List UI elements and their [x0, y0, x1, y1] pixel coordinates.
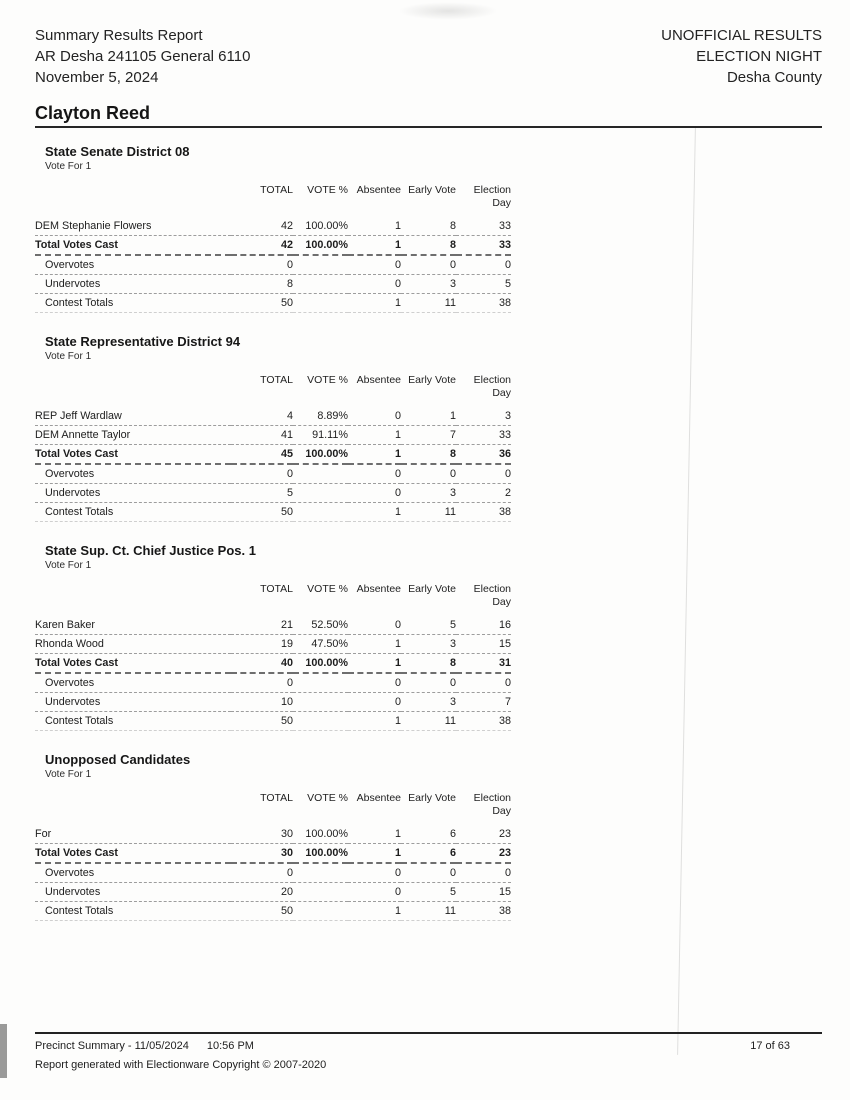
row-value: 0: [348, 883, 401, 902]
row-value: 0: [231, 863, 293, 883]
results-status: UNOFFICIAL RESULTS: [661, 27, 822, 44]
row-value: 3: [401, 484, 456, 503]
contest-title: State Representative District 94: [45, 334, 241, 349]
row-value: 1: [348, 635, 401, 654]
row-value: [293, 464, 348, 484]
table-row: [35, 445, 511, 465]
table-row: [35, 654, 511, 674]
row-value: [293, 902, 348, 921]
row-value: 11: [401, 712, 456, 731]
contest-section: [35, 543, 822, 731]
row-value: 45: [231, 445, 293, 465]
row-label: Total Votes Cast: [35, 844, 231, 864]
row-value: 33: [456, 217, 511, 236]
row-label: DEM Annette Taylor: [35, 426, 231, 445]
row-value: [293, 693, 348, 712]
report-header: [35, 25, 822, 88]
row-value: 3: [401, 275, 456, 294]
column-header: Absentee: [356, 184, 401, 196]
column-header: TOTAL: [260, 374, 293, 386]
precinct-name: Clayton Reed: [35, 103, 151, 123]
row-value: 31: [456, 654, 511, 674]
column-header: Election Day: [473, 374, 511, 399]
row-value: 1: [401, 407, 456, 426]
row-value: 16: [456, 616, 511, 635]
table-row: [35, 484, 511, 503]
row-value: 52.50%: [293, 616, 348, 635]
row-label: Overvotes: [35, 255, 231, 275]
report-date: November 5, 2024: [35, 69, 159, 86]
row-value: 8: [231, 275, 293, 294]
row-value: 7: [456, 693, 511, 712]
table-row: [35, 503, 511, 522]
row-value: 0: [401, 673, 456, 693]
column-header: VOTE %: [307, 583, 348, 595]
row-value: 47.50%: [293, 635, 348, 654]
row-value: 41: [231, 426, 293, 445]
row-value: 4: [231, 407, 293, 426]
row-value: 0: [348, 407, 401, 426]
contest-section: [35, 144, 822, 313]
row-value: 11: [401, 294, 456, 313]
row-value: 0: [456, 673, 511, 693]
row-value: 0: [456, 464, 511, 484]
report-title: Summary Results Report: [35, 27, 203, 44]
row-value: 5: [401, 616, 456, 635]
row-value: 23: [456, 825, 511, 844]
table-row: [35, 673, 511, 693]
row-label: Overvotes: [35, 863, 231, 883]
column-header: Absentee: [356, 583, 401, 595]
row-value: 50: [231, 503, 293, 522]
column-header-spacer: [35, 786, 231, 825]
column-header: TOTAL: [260, 792, 293, 804]
table-row: [35, 635, 511, 654]
row-value: 0: [231, 673, 293, 693]
column-header: Absentee: [356, 792, 401, 804]
row-value: 0: [401, 255, 456, 275]
row-value: 3: [456, 407, 511, 426]
column-header: VOTE %: [307, 792, 348, 804]
row-value: 100.00%: [293, 217, 348, 236]
row-value: 0: [348, 275, 401, 294]
row-value: 91.11%: [293, 426, 348, 445]
row-value: 50: [231, 902, 293, 921]
row-value: 33: [456, 426, 511, 445]
table-row: [35, 902, 511, 921]
row-value: 0: [348, 863, 401, 883]
vote-for-label: Vote For 1: [45, 351, 92, 362]
row-label: REP Jeff Wardlaw: [35, 407, 231, 426]
table-row: [35, 426, 511, 445]
row-label: Overvotes: [35, 464, 231, 484]
row-value: 38: [456, 294, 511, 313]
row-value: 19: [231, 635, 293, 654]
row-label: Undervotes: [35, 484, 231, 503]
report-header-left: [35, 25, 250, 88]
row-value: 21: [231, 616, 293, 635]
election-night-label: ELECTION NIGHT: [696, 48, 822, 65]
column-header-row: [35, 577, 511, 616]
row-label: Undervotes: [35, 883, 231, 902]
results-table-body: [35, 825, 511, 921]
row-value: 38: [456, 902, 511, 921]
results-table-body: [35, 616, 511, 731]
contest-section: [35, 752, 822, 921]
row-value: 1: [348, 844, 401, 864]
row-label: Total Votes Cast: [35, 236, 231, 256]
column-header-spacer: [35, 577, 231, 616]
table-row: [35, 883, 511, 902]
table-row: [35, 217, 511, 236]
row-value: 38: [456, 503, 511, 522]
row-value: 100.00%: [293, 236, 348, 256]
row-value: 0: [456, 863, 511, 883]
table-row: [35, 825, 511, 844]
table-row: [35, 464, 511, 484]
column-header-row: [35, 786, 511, 825]
table-row: [35, 255, 511, 275]
table-row: [35, 616, 511, 635]
row-value: [293, 883, 348, 902]
row-value: 8: [401, 217, 456, 236]
table-row: [35, 294, 511, 313]
row-value: [293, 712, 348, 731]
column-header-spacer: [35, 368, 231, 407]
table-row: [35, 712, 511, 731]
row-value: 1: [348, 426, 401, 445]
row-value: [293, 863, 348, 883]
table-row: [35, 407, 511, 426]
row-value: 15: [456, 883, 511, 902]
row-value: 1: [348, 902, 401, 921]
row-value: 0: [348, 255, 401, 275]
table-row: [35, 863, 511, 883]
footer-summary: [35, 1040, 254, 1052]
row-value: 23: [456, 844, 511, 864]
row-label: Overvotes: [35, 673, 231, 693]
column-header: VOTE %: [307, 374, 348, 386]
contests: [35, 144, 822, 921]
row-value: 36: [456, 445, 511, 465]
results-table: [35, 368, 511, 522]
column-header: Election Day: [473, 583, 511, 608]
results-table: [35, 577, 511, 731]
table-row: [35, 275, 511, 294]
row-label: Total Votes Cast: [35, 654, 231, 674]
row-value: 38: [456, 712, 511, 731]
column-header: TOTAL: [260, 184, 293, 196]
footer-summary-text: Precinct Summary - 11/05/2024: [35, 1040, 189, 1052]
row-value: 0: [348, 616, 401, 635]
row-value: 0: [456, 255, 511, 275]
row-label: Undervotes: [35, 275, 231, 294]
page-number: 17 of 63: [750, 1040, 790, 1052]
table-row: [35, 236, 511, 256]
row-label: Undervotes: [35, 693, 231, 712]
row-value: 0: [348, 673, 401, 693]
row-value: 100.00%: [293, 445, 348, 465]
row-value: 42: [231, 217, 293, 236]
row-value: 30: [231, 844, 293, 864]
scan-smudge-left: [0, 1024, 7, 1078]
report-header-right: [661, 25, 822, 88]
county-name: Desha County: [726, 69, 822, 86]
column-header: Early Vote: [408, 374, 456, 386]
row-value: 20: [231, 883, 293, 902]
row-value: 8: [401, 654, 456, 674]
column-header: TOTAL: [260, 583, 293, 595]
row-value: 0: [401, 863, 456, 883]
row-value: 15: [456, 635, 511, 654]
row-label: Contest Totals: [35, 294, 231, 313]
row-value: [293, 484, 348, 503]
row-value: [293, 503, 348, 522]
row-value: 100.00%: [293, 825, 348, 844]
row-label: Karen Baker: [35, 616, 231, 635]
row-label: Contest Totals: [35, 503, 231, 522]
report-subtitle: AR Desha 241105 General 6110: [35, 48, 251, 65]
results-table-body: [35, 217, 511, 313]
row-label: Contest Totals: [35, 712, 231, 731]
row-value: 1: [348, 712, 401, 731]
row-value: 100.00%: [293, 844, 348, 864]
row-value: 30: [231, 825, 293, 844]
row-label: For: [35, 825, 231, 844]
row-value: 0: [231, 255, 293, 275]
row-value: 0: [401, 464, 456, 484]
row-value: 1: [348, 236, 401, 256]
column-header: Election Day: [473, 184, 511, 209]
column-header: Absentee: [356, 374, 401, 386]
vote-for-label: Vote For 1: [45, 161, 92, 172]
row-value: 0: [231, 464, 293, 484]
row-value: 33: [456, 236, 511, 256]
table-row: [35, 693, 511, 712]
column-header: VOTE %: [307, 184, 348, 196]
column-header-row: [35, 178, 511, 217]
results-table: [35, 786, 511, 921]
row-value: 42: [231, 236, 293, 256]
row-value: [293, 255, 348, 275]
report-footer: [35, 1032, 822, 1071]
table-row: [35, 844, 511, 864]
row-label: Total Votes Cast: [35, 445, 231, 465]
row-value: 10: [231, 693, 293, 712]
vote-for-label: Vote For 1: [45, 769, 92, 780]
row-value: 8: [401, 236, 456, 256]
row-value: 3: [401, 635, 456, 654]
row-value: 2: [456, 484, 511, 503]
results-table-body: [35, 407, 511, 522]
row-value: 11: [401, 902, 456, 921]
row-value: 100.00%: [293, 654, 348, 674]
scan-smudge-top: [398, 2, 498, 20]
row-value: 0: [348, 693, 401, 712]
row-value: 11: [401, 503, 456, 522]
row-value: 5: [456, 275, 511, 294]
row-value: [293, 673, 348, 693]
contest-title: State Sup. Ct. Chief Justice Pos. 1: [45, 543, 256, 558]
row-value: 5: [401, 883, 456, 902]
row-value: 5: [231, 484, 293, 503]
vote-for-label: Vote For 1: [45, 560, 92, 571]
row-value: 8: [401, 445, 456, 465]
row-value: 8.89%: [293, 407, 348, 426]
footer-rule: [35, 1032, 822, 1034]
contest-title: Unopposed Candidates: [45, 752, 191, 767]
contest-section: [35, 334, 822, 522]
contest-title: State Senate District 08: [45, 144, 190, 159]
row-value: 1: [348, 217, 401, 236]
results-table: [35, 178, 511, 313]
row-value: 0: [348, 464, 401, 484]
row-value: 1: [348, 825, 401, 844]
row-value: 6: [401, 825, 456, 844]
row-value: 6: [401, 844, 456, 864]
precinct-rule: [35, 126, 822, 128]
row-value: 3: [401, 693, 456, 712]
row-value: [293, 294, 348, 313]
row-value: 7: [401, 426, 456, 445]
column-header-row: [35, 368, 511, 407]
row-value: 1: [348, 445, 401, 465]
row-value: 1: [348, 654, 401, 674]
footer-time: 10:56 PM: [206, 1040, 254, 1052]
row-value: 1: [348, 503, 401, 522]
footer-copyright: Report generated with Electionware Copyright © 2007-2020: [35, 1059, 327, 1071]
row-value: 50: [231, 712, 293, 731]
row-value: [293, 275, 348, 294]
row-value: 50: [231, 294, 293, 313]
column-header: Early Vote: [408, 792, 456, 804]
column-header: Early Vote: [408, 184, 456, 196]
row-value: 40: [231, 654, 293, 674]
column-header-spacer: [35, 178, 231, 217]
row-label: Rhonda Wood: [35, 635, 231, 654]
row-label: DEM Stephanie Flowers: [35, 217, 231, 236]
row-value: 0: [348, 484, 401, 503]
row-value: 1: [348, 294, 401, 313]
column-header: Early Vote: [408, 583, 456, 595]
column-header: Election Day: [473, 792, 511, 817]
row-label: Contest Totals: [35, 902, 231, 921]
